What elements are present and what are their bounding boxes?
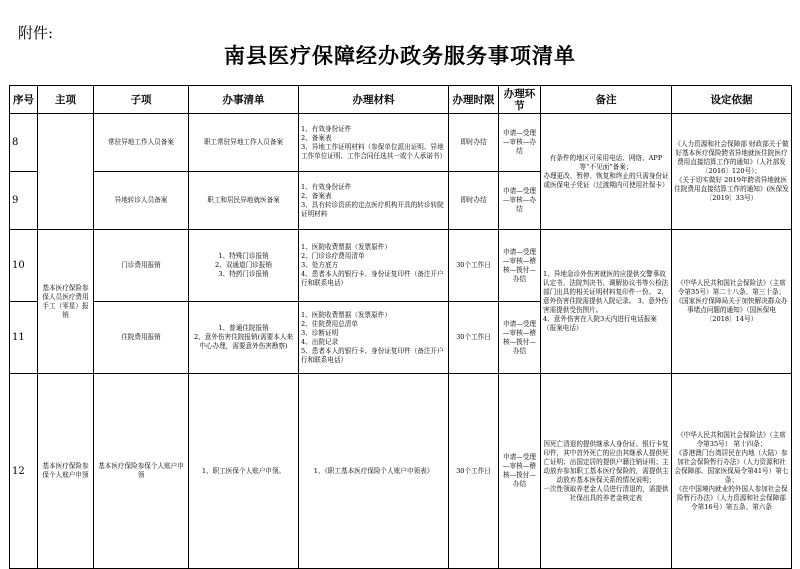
legal-basis: 《中华人民共和国社会保险法》（主席令第35号）第二十八条、第三十条； 《国家医疗保障局关于加快解决群众办事堵点问题的通知》（国医保电〔2018〕14号） bbox=[672, 230, 792, 374]
materials: 1、有效身份证件 2、备案表 3、异地工作证明材料（参保单位派出证明、异地工作单位证明、工作合同任选其一或个人承诺书） bbox=[299, 114, 449, 172]
notes: 有条件的地区可采用电话、网络、APP等“不见面”备案； 办理更改、暂停、恢复和终止的只需身份证或医保电子凭证（过渡期内可使用社保卡） bbox=[541, 114, 672, 230]
materials: 1、医院收费票据（发票原件） 2、门诊诊疗费用清单 3、处方底方 4、患者本人的银行卡、身份证复印件（备注开户行和联系电话） bbox=[299, 230, 449, 302]
col-header-list: 办事清单 bbox=[189, 86, 299, 114]
sub-item: 住院费用报销 bbox=[94, 302, 189, 374]
time-limit: 30个工作日 bbox=[449, 302, 499, 374]
row-number: 11 bbox=[10, 302, 38, 374]
row-number: 8 bbox=[10, 114, 38, 172]
header-row bbox=[10, 86, 792, 114]
time-limit: 30个工作日 bbox=[449, 230, 499, 302]
main-item: 基本医疗保险参保人员医疗费用手工（零星）报销 bbox=[38, 230, 94, 374]
service-list: 1、特殊门诊报销 2、双通道门诊报销 3、特药门诊报销 bbox=[189, 230, 299, 302]
page-title: 南县医疗保障经办政务服务事项清单 bbox=[224, 43, 576, 68]
row-number: 10 bbox=[10, 230, 38, 302]
sub-item: 门诊费用报销 bbox=[94, 230, 189, 302]
col-header-materials: 办理材料 bbox=[299, 86, 449, 114]
col-header-time: 办理时限 bbox=[449, 86, 499, 114]
col-header-sub: 子项 bbox=[94, 86, 189, 114]
table-row bbox=[10, 374, 792, 569]
row-number: 9 bbox=[10, 172, 38, 230]
legal-basis: 《中华人民共和国社会保险法》（主席令第35号） 第十四条； 《香港澳门台湾居民在内地（大陆）参加社会保险暂行办法》（人力资源和社会保障部、国家医保局令第41号）第七条； 《在中国境内就业的外国人参加社会保险暂行办法》（人力资源和社会保障部令第16号）第五条、第六条 bbox=[672, 374, 792, 569]
table-row bbox=[10, 114, 792, 172]
service-list: 1、职工医保个人账户申领。 bbox=[189, 374, 299, 569]
notes: 1、异地急诊外伤害就医的应提供交警事故认定书、法院判决书、调解协议书等公检法部门出具的相关证明材料复印件一份。 2、意外伤害住院需提供入院记录。 3、意外伤害需提供受伤图片。 4、意外伤害在入院3天内进行电话报案（报案电话） bbox=[541, 230, 672, 374]
table-row bbox=[10, 230, 792, 302]
notes: 因死亡清退的提供继承人身份证、银行卡复印件，其中首外死亡的应由其继承人提供死亡证明；出国定居的提供户籍注销证明；主动放弃参加职工基本医疗保险的，需提供主动放弃基本医保关系的情况说明； 一次性领取养老金人员进行清退的，需提供社保出具的养老金核定表 bbox=[541, 374, 672, 569]
col-header-basis: 设定依据 bbox=[672, 86, 792, 114]
process-steps: 申请—受理—审核—办结 bbox=[499, 172, 541, 230]
service-table bbox=[9, 85, 792, 569]
row-number: 12 bbox=[10, 374, 38, 569]
service-list: 职工和居民异地就医备案 bbox=[189, 172, 299, 230]
legal-basis: 《人力资源和社会保障部 财政部关于做好基本医疗保险跨省异地就医住院医疗费用直接结算工作的通知》（人社部发〔2016〕120号）； 《关于切实做好 2019年跨省异地就医住院费用直接结算工作的通知》(医保发〔2019〕33号） bbox=[672, 114, 792, 230]
materials: 1、《职工基本医疗保险个人账户申领表》 bbox=[299, 374, 449, 569]
service-list: 1、普通住院报销 2、意外伤害住院报销(需要本人来中心办理，需要意外伤害勘察) bbox=[189, 302, 299, 374]
materials: 1、医院收费票据（发票原件） 2、住院费用总清单 3、诊断证明 4、出院记录 5、患者本人的银行卡、身份证复印件（备注开户行和联系电话） bbox=[299, 302, 449, 374]
time-limit: 30个工作日 bbox=[449, 374, 499, 569]
col-header-no: 序号 bbox=[10, 86, 38, 114]
materials: 1、有效身份证件 2、备案表 3、具有转诊资质的定点医疗机构开具的转诊转院证明材料 bbox=[299, 172, 449, 230]
col-header-notes: 备注 bbox=[541, 86, 672, 114]
sub-item: 基本医疗保险参保个人账户申领 bbox=[94, 374, 189, 569]
time-limit: 即时办结 bbox=[449, 114, 499, 172]
col-header-main: 主项 bbox=[38, 86, 94, 114]
main-item-cell bbox=[38, 114, 94, 230]
attachment-label: 附件: bbox=[18, 24, 54, 42]
service-list: 职工常驻异地工作人员备案 bbox=[189, 114, 299, 172]
sub-item: 常驻异地工作人员备案 bbox=[94, 114, 189, 172]
time-limit: 即时办结 bbox=[449, 172, 499, 230]
col-header-steps: 办理环节 bbox=[499, 86, 541, 114]
process-steps: 申请—受理—审核—稽核—拨付—办结 bbox=[499, 230, 541, 302]
main-item: 基本医疗保险参保个人账户申领 bbox=[38, 374, 94, 569]
process-steps: 申请—受理—审核—稽核—拨付—办结 bbox=[499, 374, 541, 569]
process-steps: 申请—受理—审核—稽核—拨付—办结 bbox=[499, 302, 541, 374]
process-steps: 申请—受理—审核—办结 bbox=[499, 114, 541, 172]
sub-item: 异地转诊人员备案 bbox=[94, 172, 189, 230]
